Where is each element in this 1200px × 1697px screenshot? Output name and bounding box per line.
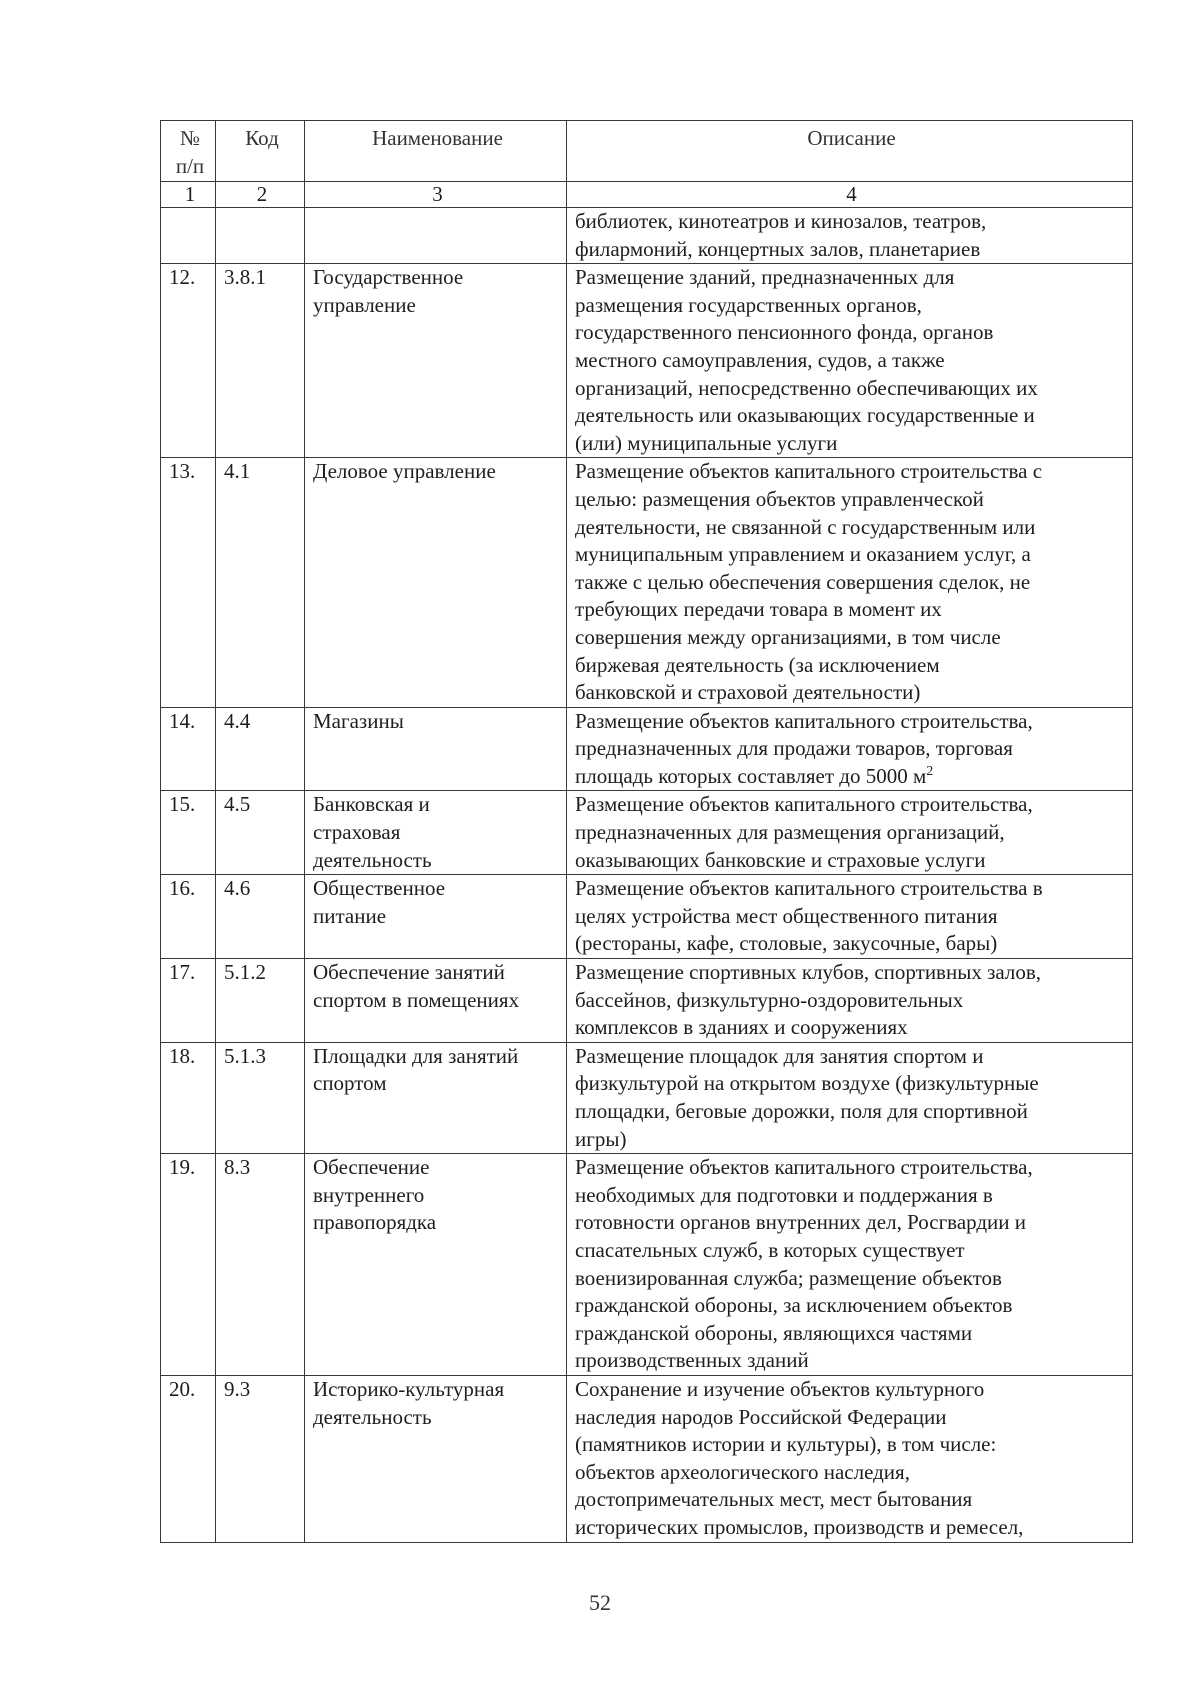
row-name	[305, 1154, 567, 1376]
row-code-text: 4.4	[224, 708, 251, 733]
row-description-text: Размещение объектов капитального строительства, предназначенных для продажи товаров, торговая площадь которых составляет до 5000 м	[575, 708, 1033, 788]
row-code-text: 4.1	[224, 459, 251, 484]
row-number	[161, 791, 216, 875]
row-code	[216, 264, 305, 458]
row-description	[567, 458, 1133, 707]
table-row	[161, 791, 1133, 875]
row-description-text: Размещение зданий, предназначенных для размещения государственных органов, государственного пенсионного фонда, органов местного самоуправления, судов, а также организаций, непосредственно обеспечивающих их деятельность или оказывающих государственные и (или) муниципальные услуги	[575, 265, 1038, 455]
table-row	[161, 707, 1133, 791]
row-code-text: 8.3	[224, 1155, 251, 1180]
row-name	[305, 264, 567, 458]
row-number-text: 15.	[169, 792, 196, 817]
row-name-text: Обеспечение внутреннего правопорядка	[313, 1155, 437, 1235]
row-name-text: Государственное управление	[313, 265, 464, 317]
row-description-text: Размещение объектов капитального строительства, необходимых для подготовки и поддержания в готовности органов внутренних дел, Росгвардии и спасательных служб, в которых существует военизированная служба; размещение объектов гражданской обороны, за исключением объектов гражданской обороны, являющихся частями производственных зданий	[575, 1155, 1033, 1373]
continuation-name	[305, 208, 567, 264]
row-description	[567, 1375, 1133, 1542]
header-number: № п/п	[161, 121, 216, 182]
row-name	[305, 875, 567, 959]
row-description-text: Размещение объектов капитального строительства с целью: размещения объектов управленческой деятельности, не связанной с государственным или муниципальным управлением и оказанием услуг, а также с целью обеспечения совершения сделок, не требующих передачи товара в момент их совершения между организациями, в том числе биржевая деятельность (за исключением банковской и страховой деятельности)	[575, 459, 1043, 705]
row-number	[161, 875, 216, 959]
row-description-text: Размещение спортивных клубов, спортивных залов, бассейнов, физкультурно-оздоровительных комплексов в зданиях и сооружениях	[575, 960, 1042, 1040]
continuation-row	[161, 208, 1133, 264]
row-number	[161, 458, 216, 707]
row-name-text: Банковская и страховая деятельность	[313, 792, 432, 872]
row-number	[161, 1375, 216, 1542]
row-number-text: 19.	[169, 1155, 196, 1180]
row-name	[305, 458, 567, 707]
table-row	[161, 875, 1133, 959]
row-description	[567, 791, 1133, 875]
row-description	[567, 1042, 1133, 1153]
row-number-text: 14.	[169, 708, 196, 733]
column-number-row	[161, 182, 1133, 208]
column-number-4: 4	[567, 182, 1133, 208]
row-code	[216, 707, 305, 791]
row-number	[161, 1042, 216, 1153]
row-number	[161, 707, 216, 791]
land-use-table	[160, 120, 1133, 1543]
row-name-text: Историко-культурная деятельность	[313, 1376, 505, 1429]
table-row	[161, 1154, 1133, 1376]
row-number-text: 18.	[169, 1043, 196, 1068]
row-name	[305, 707, 567, 791]
row-code	[216, 1042, 305, 1153]
row-number-text: 13.	[169, 459, 196, 484]
page-number: 52	[589, 1590, 611, 1615]
row-name-text: Общественное питание	[313, 876, 446, 928]
row-description-text: Размещение площадок для занятия спортом и физкультурой на открытом воздухе (физкультурные площадки, беговые дорожки, поля для спортивной игры)	[575, 1043, 1039, 1151]
row-name-text: Площадки для занятий спортом	[313, 1043, 519, 1096]
row-number-text: 20.	[169, 1376, 196, 1401]
row-code	[216, 875, 305, 959]
row-code	[216, 791, 305, 875]
row-code-text: 4.6	[224, 876, 251, 901]
row-code	[216, 1154, 305, 1376]
row-name-text: Обеспечение занятий спортом в помещениях	[313, 960, 520, 1012]
row-name	[305, 791, 567, 875]
row-code-text: 3.8.1	[224, 265, 266, 290]
continuation-number	[161, 208, 216, 264]
row-description-text: Размещение объектов капитального строительства в целях устройства мест общественного питания (рестораны, кафе, столовые, закусочные, бары)	[575, 876, 1043, 956]
row-description-text: Сохранение и изучение объектов культурного наследия народов Российской Федерации (памятников истории и культуры), в том числе: объектов археологического наследия, достопримечательных мест, мест бытования исторических промыслов, производств и ремесел,	[575, 1376, 1024, 1539]
header-description: Описание	[567, 121, 1133, 182]
row-code-text: 5.1.2	[224, 960, 266, 985]
table-row	[161, 264, 1133, 458]
row-code-text: 4.5	[224, 792, 251, 817]
row-name	[305, 959, 567, 1043]
row-description	[567, 264, 1133, 458]
row-description-text: Размещение объектов капитального строительства, предназначенных для размещения организаций, оказывающих банковские и страховые услуги	[575, 792, 1033, 872]
table-row	[161, 1042, 1133, 1153]
header-name: Наименование	[305, 121, 567, 182]
row-name	[305, 1375, 567, 1542]
row-description	[567, 1154, 1133, 1376]
row-number-text: 16.	[169, 876, 196, 901]
row-code	[216, 1375, 305, 1542]
continuation-code	[216, 208, 305, 264]
row-code-text: 9.3	[224, 1376, 251, 1401]
column-number-3: 3	[305, 182, 567, 208]
header-code: Код	[216, 121, 305, 182]
table-row	[161, 458, 1133, 707]
superscript: 2	[926, 763, 934, 779]
row-code	[216, 458, 305, 707]
row-description	[567, 707, 1133, 791]
table-row	[161, 1375, 1133, 1542]
row-name	[305, 1042, 567, 1153]
row-number-text: 12.	[169, 265, 196, 290]
column-number-1: 1	[161, 182, 216, 208]
continuation-description: библиотек, кинотеатров и кинозалов, театров, филармоний, концертных залов, планетариев	[567, 208, 1133, 264]
row-number-text: 17.	[169, 960, 196, 985]
row-description	[567, 959, 1133, 1043]
row-number	[161, 1154, 216, 1376]
row-number	[161, 959, 216, 1043]
row-code	[216, 959, 305, 1043]
column-number-2: 2	[216, 182, 305, 208]
row-name-text: Деловое управление	[313, 459, 496, 484]
table-row	[161, 959, 1133, 1043]
row-code-text: 5.1.3	[224, 1043, 266, 1068]
table-header-row	[161, 121, 1133, 182]
row-name-text: Магазины	[313, 708, 404, 733]
row-number	[161, 264, 216, 458]
row-description	[567, 875, 1133, 959]
